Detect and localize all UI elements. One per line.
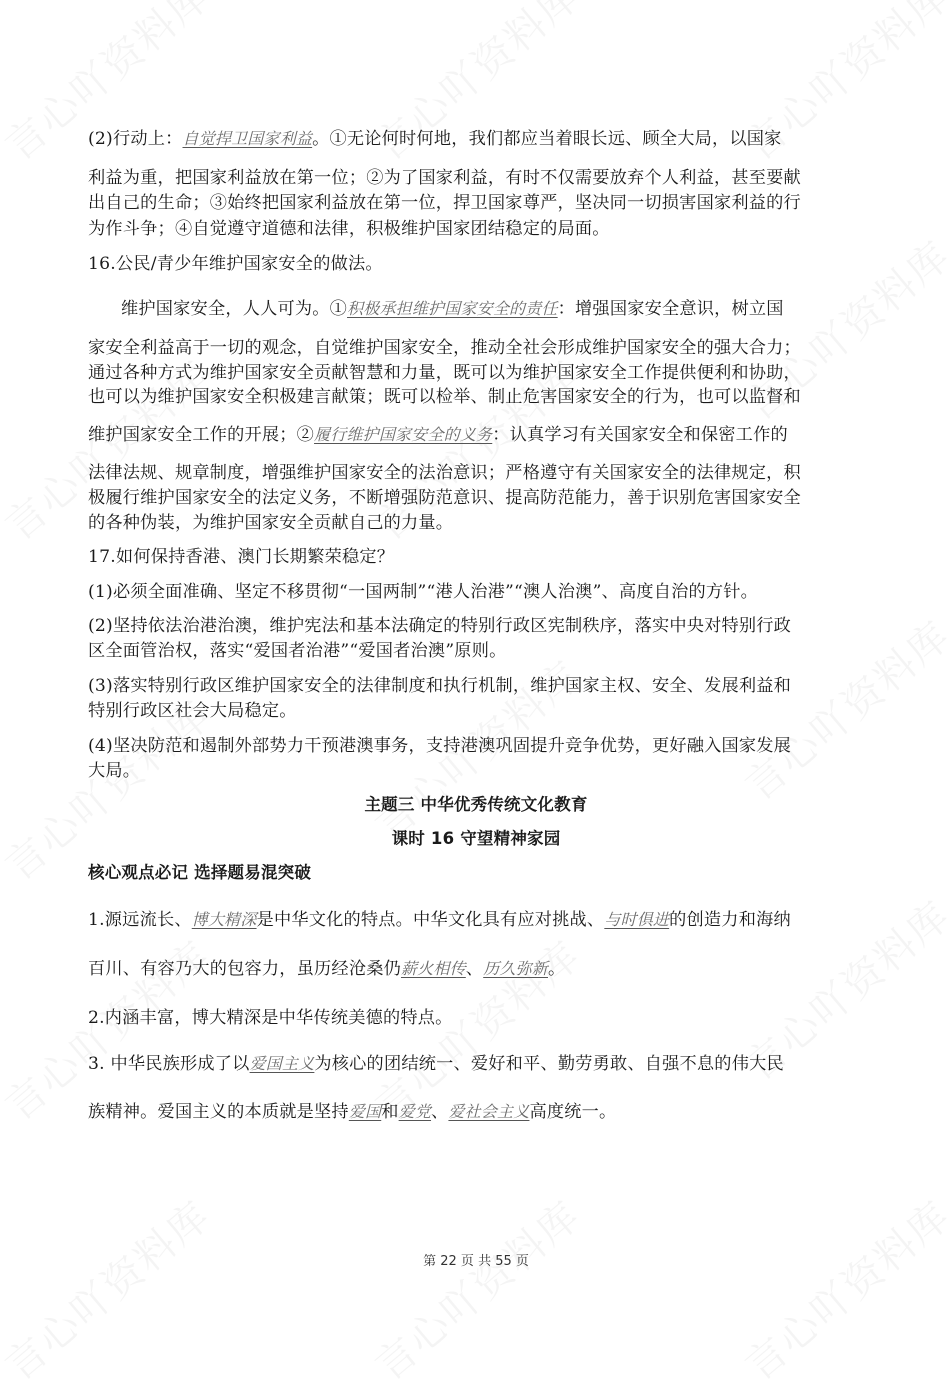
key-phrase: 履行维护国家安全的义务 (314, 425, 493, 444)
paragraph-line: 维护国家安全，人人可为。①积极承担维护国家安全的责任：增强国家安全意识，树立国 (121, 299, 784, 319)
key-phrase: 薪火相传 (400, 959, 466, 978)
key-phrase: 博大精深 (191, 910, 257, 929)
page-number-footer: 第 22 页 共 55 页 (423, 1254, 529, 1269)
section-subheading: 核心观点必记 选择题易混突破 (88, 863, 312, 882)
theme-title: 主题三 中华优秀传统文化教育 (364, 795, 588, 814)
key-phrase: 爱国 (348, 1102, 382, 1121)
list-item: (1)必须全面准确、坚定不移贯彻“一国两制”“港人治港”“澳人治澳”、高度自治的方针。 (88, 582, 759, 602)
list-item-cont: 特别行政区社会大局稳定。 (88, 701, 297, 721)
paragraph-line: 为作斗争；④自觉遵守道德和法律，积极维护国家团结稳定的局面。 (88, 219, 610, 239)
lesson-title: 课时 16 守望精神家园 (391, 829, 561, 848)
point-3-line-1: 3. 中华民族形成了以爱国主义为核心的团结统一、爱好和平、勤劳勇敢、自强不息的伟大民 (88, 1054, 784, 1074)
paragraph-line: 出自己的生命；③始终把国家利益放在第一位，捍卫国家尊严，坚决同一切损害国家利益的行 (88, 193, 801, 213)
paragraph-line: 的各种伪装，为维护国家安全贡献自己的力量。 (88, 513, 454, 533)
key-phrase: 爱社会主义 (448, 1102, 530, 1121)
point-2: 2.内涵丰富，博大精深是中华传统美德的特点。 (88, 1008, 453, 1028)
paragraph-line: 维护国家安全工作的开展；②履行维护国家安全的义务：认真学习有关国家安全和保密工作的 (88, 425, 788, 445)
key-phrase: 积极承担维护国家安全的责任 (347, 299, 558, 318)
list-item: (4)坚决防范和遏制外部势力干预港澳事务，支持港澳巩固提升竞争优势，更好融入国家发展 (88, 736, 792, 756)
question-title: 17.如何保持香港、澳门长期繁荣稳定？ (88, 547, 395, 567)
list-item: (2)坚持依法治港治澳，维护宪法和基本法确定的特别行政区宪制秩序，落实中央对特别行政 (88, 616, 792, 636)
question-title: 16.公民/青少年维护国家安全的做法。 (88, 254, 383, 274)
point-1-line-2: 百川、有容乃大的包容力，虽历经沧桑仍薪火相传、历久弥新。 (88, 959, 566, 979)
paragraph-line: 家安全利益高于一切的观念，自觉维护国家安全，推动全社会形成维护国家安全的强大合力； (88, 338, 801, 358)
point-1-line-1: 1.源远流长、博大精深是中华文化的特点。中华文化具有应对挑战、与时俱进的创造力和海纳 (88, 910, 791, 930)
key-phrase: 历久弥新 (483, 959, 548, 978)
key-phrase: 与时俱进 (604, 910, 670, 929)
key-phrase: 爱党 (398, 1102, 432, 1121)
paragraph-line: 也可以为维护国家安全积极建言献策；既可以检举、制止危害国家安全的行为，也可以监督和 (88, 387, 801, 407)
paragraph-line: 利益为重，把国家利益放在第一位；②为了国家利益，有时不仅需要放弃个人利益，甚至要献 (88, 168, 801, 188)
key-phrase: 爱国主义 (249, 1054, 315, 1073)
paragraph-line: 法律法规、规章制度，增强维护国家安全的法治意识；严格遵守有关国家安全的法律规定，积 (88, 463, 801, 483)
paragraph-line: 通过各种方式为维护国家安全贡献智慧和力量，既可以为维护国家安全工作提供便利和协助， (88, 363, 801, 383)
paragraph-line: 极履行维护国家安全的法定义务，不断增强防范意识、提高防范能力，善于识别危害国家安全 (88, 488, 801, 508)
list-item-cont: 大局。 (88, 761, 141, 781)
paragraph-line: (2)行动上：自觉捍卫国家利益。①无论何时何地，我们都应当着眼长远、顾全大局，以国家 (88, 129, 782, 149)
key-phrase: 自觉捍卫国家利益 (182, 129, 313, 148)
list-item: (3)落实特别行政区维护国家安全的法律制度和执行机制，维护国家主权、安全、发展利益和 (88, 676, 792, 696)
list-item-cont: 区全面管治权，落实“爱国者治港”“爱国者治澳”原则。 (88, 641, 507, 661)
point-3-line-2: 族精神。爱国主义的本质就是坚持爱国和爱党、爱社会主义高度统一。 (88, 1102, 617, 1122)
